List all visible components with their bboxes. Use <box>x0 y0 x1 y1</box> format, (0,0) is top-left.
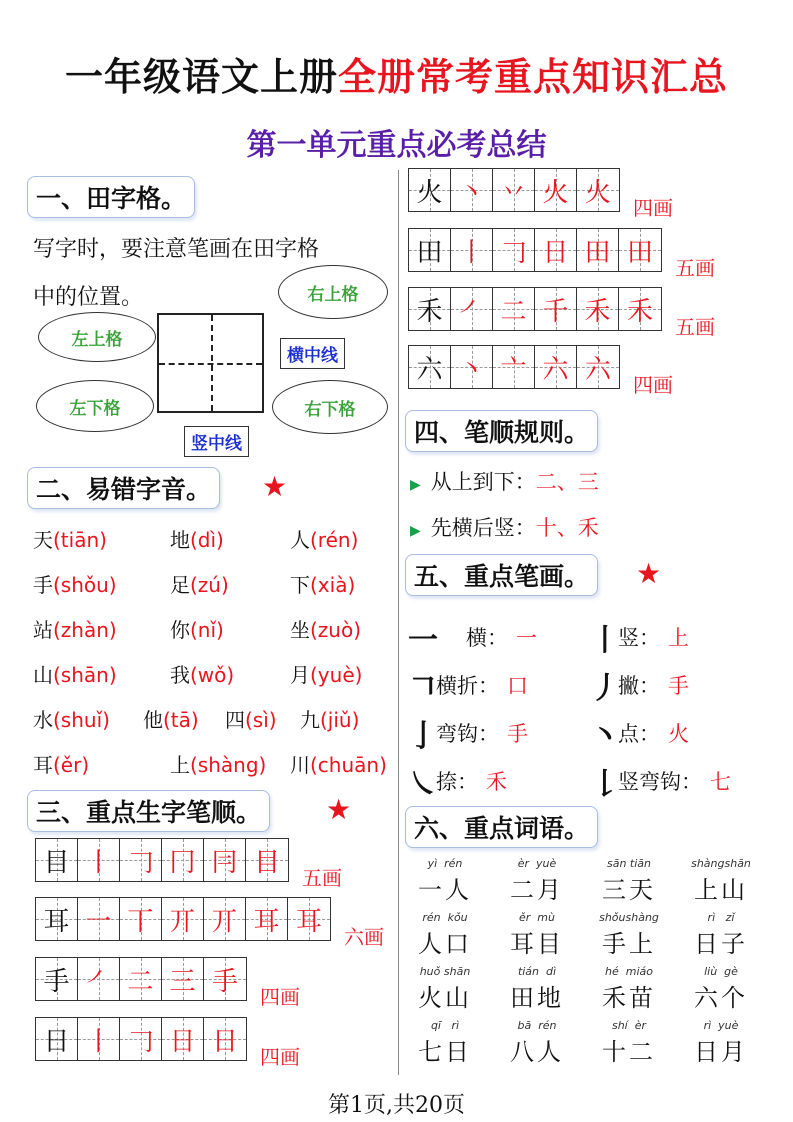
section3-heading: 三、重点生字笔顺。 <box>27 790 270 832</box>
stroke-cell <box>493 229 535 271</box>
stroke-cell <box>535 229 577 271</box>
word-pinyin: huǒ shān <box>419 965 471 978</box>
stroke-step: 𠃌 <box>127 1026 154 1057</box>
stroke-example: 火 <box>668 722 689 746</box>
stroke-cell <box>451 346 493 388</box>
stroke-cell <box>162 958 204 1000</box>
stroke-count: 四画 <box>633 196 673 220</box>
stroke-glyph-icon: 丿 <box>590 671 620 706</box>
word-characters: 三天 <box>602 876 656 904</box>
stroke-cell <box>288 898 330 940</box>
pinyin: (zú) <box>190 573 229 597</box>
pinyin-entry <box>170 569 229 598</box>
vocab-word <box>681 1019 761 1067</box>
pinyin-entry <box>33 569 117 598</box>
vocab-word <box>589 911 669 959</box>
stroke-cell <box>78 839 120 881</box>
stroke-item <box>408 759 507 803</box>
pinyin-entry <box>290 659 362 688</box>
rule-item <box>410 466 599 496</box>
word-characters: 人口 <box>418 930 472 958</box>
stroke-example: 一 <box>516 626 537 650</box>
stroke-order-grid <box>35 1017 247 1061</box>
stroke-step: 冃 <box>211 847 238 878</box>
stroke-cell <box>451 229 493 271</box>
character: 人 <box>290 528 310 552</box>
stroke-order-grid <box>35 838 289 882</box>
character: 火 <box>416 177 443 208</box>
pinyin-entry <box>290 569 355 598</box>
stroke-cell <box>120 958 162 1000</box>
char-cell <box>409 229 451 271</box>
word-pinyin: rì yuè <box>703 1019 739 1032</box>
character: 坐 <box>290 618 310 642</box>
stroke-step: 田 <box>584 237 611 268</box>
pinyin: (nǐ) <box>190 618 224 642</box>
word-characters: 八人 <box>510 1038 564 1066</box>
stroke-step: 二 <box>127 966 154 997</box>
char-cell <box>36 958 78 1000</box>
vocab-word <box>405 857 485 905</box>
vocab-word <box>681 911 761 959</box>
vocab-word <box>681 965 761 1013</box>
character: 目 <box>43 847 70 878</box>
stroke-glyph-icon: ㇏ <box>408 767 438 802</box>
pinyin-entry <box>290 524 358 553</box>
word-pinyin: rén kǒu <box>422 911 468 924</box>
title-red: 全册常考重点知识汇总 <box>338 54 729 99</box>
stroke-glyph-icon: 𠄌 <box>590 767 620 802</box>
character: 禾 <box>416 296 443 327</box>
word-pinyin: bā rén <box>517 1019 557 1032</box>
pinyin-entry <box>33 524 107 553</box>
char-cell <box>409 346 451 388</box>
pinyin-entry <box>290 749 387 778</box>
stroke-step: 亠 <box>500 354 527 385</box>
stroke-step: 𠃌 <box>127 847 154 878</box>
stroke-name: 竖： <box>618 626 660 650</box>
s1-text-line2: 中的位置。 <box>33 285 144 310</box>
section1-heading: 一、田字格。 <box>27 176 195 218</box>
stroke-item <box>590 663 689 707</box>
character: 手 <box>33 573 53 597</box>
vocab-word <box>405 911 485 959</box>
character: 你 <box>170 618 190 642</box>
stroke-cell <box>162 898 204 940</box>
stroke-cell <box>493 346 535 388</box>
word-characters: 火山 <box>418 984 472 1012</box>
pinyin: (jiǔ) <box>320 708 360 732</box>
character: 上 <box>170 753 190 777</box>
word-characters: 二月 <box>510 876 564 904</box>
word-characters: 七日 <box>418 1038 472 1066</box>
character: 他 <box>143 708 163 732</box>
rule-example: 十、禾 <box>535 516 599 540</box>
stroke-step: 丷 <box>500 177 527 208</box>
stroke-step: 火 <box>584 177 611 208</box>
pinyin: (shǒu) <box>53 573 117 597</box>
stroke-example: 禾 <box>486 770 507 794</box>
pinyin: (tiān) <box>53 528 107 552</box>
character: 六 <box>416 354 443 385</box>
vocab-word <box>589 857 669 905</box>
stroke-cell <box>246 839 288 881</box>
stroke-cell <box>204 1018 246 1060</box>
word-characters: 日月 <box>694 1038 748 1066</box>
vocab-word <box>589 965 669 1013</box>
stroke-order-grid <box>35 897 331 941</box>
stroke-cell <box>246 898 288 940</box>
stroke-step: 田 <box>626 237 653 268</box>
star-icon: ★ <box>326 793 352 826</box>
stroke-step: 𠃌 <box>500 237 527 268</box>
stroke-step: 丨 <box>85 1026 112 1057</box>
stroke-cell <box>204 898 246 940</box>
rule-label: 先横后竖： <box>430 516 536 540</box>
word-pinyin: èr yuè <box>517 857 557 870</box>
section6-heading: 六、重点词语。 <box>405 806 598 848</box>
bubble-bottom-left: 左下格 <box>36 380 154 432</box>
pinyin-entry <box>170 524 224 553</box>
title-black: 一年级语文上册 <box>64 54 338 99</box>
character: 田 <box>416 237 443 268</box>
stroke-cell <box>120 898 162 940</box>
stroke-cell <box>535 346 577 388</box>
word-pinyin: shí èr <box>611 1019 647 1032</box>
character: 川 <box>290 753 310 777</box>
tianzige-box <box>157 313 264 413</box>
word-characters: 上山 <box>694 876 748 904</box>
stroke-count: 四画 <box>260 985 300 1009</box>
pinyin-entry <box>143 704 199 733</box>
stroke-glyph-icon: 丶 <box>590 719 620 754</box>
stroke-glyph-icon: 𠃍 <box>408 671 438 706</box>
pinyin-entry <box>300 704 359 733</box>
character: 足 <box>170 573 190 597</box>
stroke-cell <box>162 1018 204 1060</box>
stroke-glyph-icon: 丨 <box>590 623 620 658</box>
stroke-cell <box>619 229 661 271</box>
word-characters: 禾苗 <box>602 984 656 1012</box>
star-icon: ★ <box>636 557 662 590</box>
pinyin: (tā) <box>163 708 199 732</box>
stroke-order-grid <box>408 228 662 272</box>
stroke-step: 禾 <box>626 296 653 327</box>
pinyin-entry <box>170 659 234 688</box>
word-pinyin: liù gè <box>704 965 738 978</box>
pinyin-entry <box>33 749 89 778</box>
stroke-step: 日 <box>169 1026 196 1057</box>
vocab-word <box>589 1019 669 1067</box>
stroke-glyph-icon: 亅 <box>408 719 438 754</box>
bubble-top-left: 左上格 <box>38 312 156 362</box>
stroke-step: 日 <box>542 237 569 268</box>
stroke-step: 千 <box>542 296 569 327</box>
stroke-cell <box>120 1018 162 1060</box>
stroke-count: 五画 <box>675 256 715 280</box>
stroke-step: ㇒ <box>85 966 112 997</box>
vocab-word <box>405 965 485 1013</box>
word-pinyin: rì zǐ <box>707 911 735 924</box>
character: 日 <box>43 1026 70 1057</box>
word-characters: 手上 <box>602 930 656 958</box>
label-horizontal-midline: 横中线 <box>280 338 345 369</box>
stroke-cell <box>204 958 246 1000</box>
character: 站 <box>33 618 53 642</box>
stroke-count: 四画 <box>260 1045 300 1069</box>
word-pinyin: hé miáo <box>605 965 653 978</box>
word-pinyin: yì rén <box>427 857 463 870</box>
pinyin-entry <box>225 704 277 733</box>
stroke-cell <box>577 346 619 388</box>
stroke-name: 捺： <box>436 770 478 794</box>
word-pinyin: shǒushàng <box>599 911 659 924</box>
character: 水 <box>33 708 53 732</box>
star-icon: ★ <box>262 470 288 503</box>
character: 手 <box>43 966 70 997</box>
stroke-cell <box>451 169 493 211</box>
stroke-order-grid <box>408 345 620 389</box>
pinyin: (zuò) <box>310 618 362 642</box>
bubble-top-right: 右上格 <box>278 265 388 319</box>
stroke-cell <box>78 1018 120 1060</box>
stroke-cell <box>577 229 619 271</box>
pinyin: (rén) <box>310 528 359 552</box>
char-cell <box>36 839 78 881</box>
word-pinyin: sān tiān <box>606 857 652 870</box>
stroke-example: 手 <box>668 674 689 698</box>
stroke-cell <box>120 839 162 881</box>
stroke-count: 四画 <box>633 373 673 397</box>
pinyin-entry <box>170 749 266 778</box>
character: 天 <box>33 528 53 552</box>
stroke-step: 丨 <box>85 847 112 878</box>
stroke-step: 火 <box>542 177 569 208</box>
stroke-count: 五画 <box>302 866 342 890</box>
stroke-name: 竖弯钩： <box>618 770 702 794</box>
word-pinyin: ěr mù <box>519 911 555 924</box>
vocab-word <box>497 911 577 959</box>
stroke-order-grid <box>408 168 620 212</box>
word-pinyin: tián dì <box>517 965 557 978</box>
stroke-step: 六 <box>542 354 569 385</box>
rule-item <box>410 512 599 542</box>
pinyin-entry <box>290 614 361 643</box>
stroke-cell <box>577 169 619 211</box>
page-footer: 第1页,共20页 <box>328 1093 465 1118</box>
stroke-order-grid <box>35 957 247 1001</box>
page-title <box>0 46 793 101</box>
vocab-word <box>497 1019 577 1067</box>
stroke-example: 上 <box>668 626 689 650</box>
char-cell <box>36 1018 78 1060</box>
stroke-step: 目 <box>253 847 280 878</box>
word-characters: 日子 <box>694 930 748 958</box>
pinyin: (chuān) <box>310 753 387 777</box>
pinyin: (wǒ) <box>190 663 235 687</box>
word-characters: 田地 <box>510 984 564 1012</box>
triangle-bullet-icon: ▶ <box>410 523 421 539</box>
pinyin-entry <box>33 659 117 688</box>
label-vertical-midline: 竖中线 <box>184 426 249 457</box>
character: 下 <box>290 573 310 597</box>
column-divider <box>398 170 399 1075</box>
stroke-step: 耳 <box>253 906 280 937</box>
stroke-name: 撇： <box>618 674 660 698</box>
pinyin: (ěr) <box>53 753 90 777</box>
stroke-count: 六画 <box>344 925 384 949</box>
character: 我 <box>170 663 190 687</box>
stroke-step: 一 <box>85 906 112 937</box>
word-pinyin: qī rì <box>430 1019 460 1032</box>
stroke-name: 横折： <box>436 674 499 698</box>
stroke-count: 五画 <box>675 315 715 339</box>
stroke-item <box>408 711 528 755</box>
stroke-item <box>408 615 537 659</box>
stroke-cell <box>204 839 246 881</box>
s1-text-line1: 写字时，要注意笔画在田字格 <box>33 237 320 262</box>
stroke-step: 丌 <box>169 906 196 937</box>
word-characters: 十二 <box>602 1038 656 1066</box>
section5-heading: 五、重点笔画。 <box>405 554 598 596</box>
stroke-item <box>590 711 689 755</box>
stroke-step: 丶 <box>458 354 485 385</box>
stroke-name: 弯钩： <box>436 722 499 746</box>
word-characters: 耳目 <box>510 930 564 958</box>
stroke-example: 七 <box>710 770 731 794</box>
stroke-step: ㇒ <box>458 296 485 327</box>
stroke-cell <box>535 288 577 330</box>
stroke-step: 冂 <box>169 847 196 878</box>
stroke-cell <box>78 898 120 940</box>
vocab-word <box>497 857 577 905</box>
word-pinyin: shàngshān <box>691 857 751 870</box>
stroke-example: 手 <box>507 722 528 746</box>
stroke-cell <box>78 958 120 1000</box>
stroke-step: 禾 <box>584 296 611 327</box>
stroke-cell <box>493 288 535 330</box>
unit-subtitle: 第一单元重点必考总结 <box>246 128 547 163</box>
stroke-order-grid <box>408 287 662 331</box>
pinyin-entry <box>170 614 224 643</box>
pinyin: (yuè) <box>310 663 363 687</box>
stroke-cell <box>451 288 493 330</box>
char-cell <box>409 169 451 211</box>
stroke-step: 丶 <box>458 177 485 208</box>
char-cell <box>409 288 451 330</box>
stroke-step: 手 <box>211 966 238 997</box>
stroke-glyph-icon: 一 <box>408 623 438 658</box>
stroke-cell <box>535 169 577 211</box>
stroke-step: 丨 <box>458 237 485 268</box>
stroke-cell <box>577 288 619 330</box>
pinyin: (shuǐ) <box>53 708 110 732</box>
stroke-step: 三 <box>169 966 196 997</box>
vocab-word <box>405 1019 485 1067</box>
stroke-item <box>408 663 528 707</box>
character: 山 <box>33 663 53 687</box>
stroke-cell <box>162 839 204 881</box>
section2-heading: 二、易错字音。 <box>27 467 220 509</box>
pinyin-entry <box>33 614 117 643</box>
stroke-example: 口 <box>507 674 528 698</box>
character: 地 <box>170 528 190 552</box>
vocab-word <box>497 965 577 1013</box>
stroke-cell <box>493 169 535 211</box>
character: 耳 <box>43 906 70 937</box>
pinyin-entry <box>33 704 110 733</box>
character: 耳 <box>33 753 53 777</box>
character: 四 <box>225 708 245 732</box>
character: 九 <box>300 708 320 732</box>
stroke-step: 耳 <box>295 906 322 937</box>
pinyin: (zhàn) <box>53 618 117 642</box>
stroke-cell <box>619 288 661 330</box>
stroke-step: 丅 <box>127 906 154 937</box>
rule-label: 从上到下： <box>430 470 536 494</box>
stroke-name: 横： <box>466 626 508 650</box>
character: 月 <box>290 663 310 687</box>
pinyin: (shàng) <box>190 753 267 777</box>
rule-example: 二、三 <box>535 470 599 494</box>
char-cell <box>36 898 78 940</box>
word-characters: 一人 <box>418 876 472 904</box>
word-characters: 六个 <box>694 984 748 1012</box>
bubble-bottom-right: 右下格 <box>272 380 388 434</box>
stroke-name: 点： <box>618 722 660 746</box>
stroke-step: 六 <box>584 354 611 385</box>
stroke-item <box>590 615 689 659</box>
stroke-item <box>590 759 731 803</box>
section4-heading: 四、笔顺规则。 <box>405 410 598 452</box>
vocab-word <box>681 857 761 905</box>
stroke-step: 日 <box>211 1026 238 1057</box>
pinyin: (xià) <box>310 573 356 597</box>
pinyin: (sì) <box>245 708 277 732</box>
pinyin: (shān) <box>53 663 117 687</box>
stroke-step: 二 <box>500 296 527 327</box>
pinyin: (dì) <box>190 528 224 552</box>
triangle-bullet-icon: ▶ <box>410 477 421 493</box>
stroke-step: 丌 <box>211 906 238 937</box>
